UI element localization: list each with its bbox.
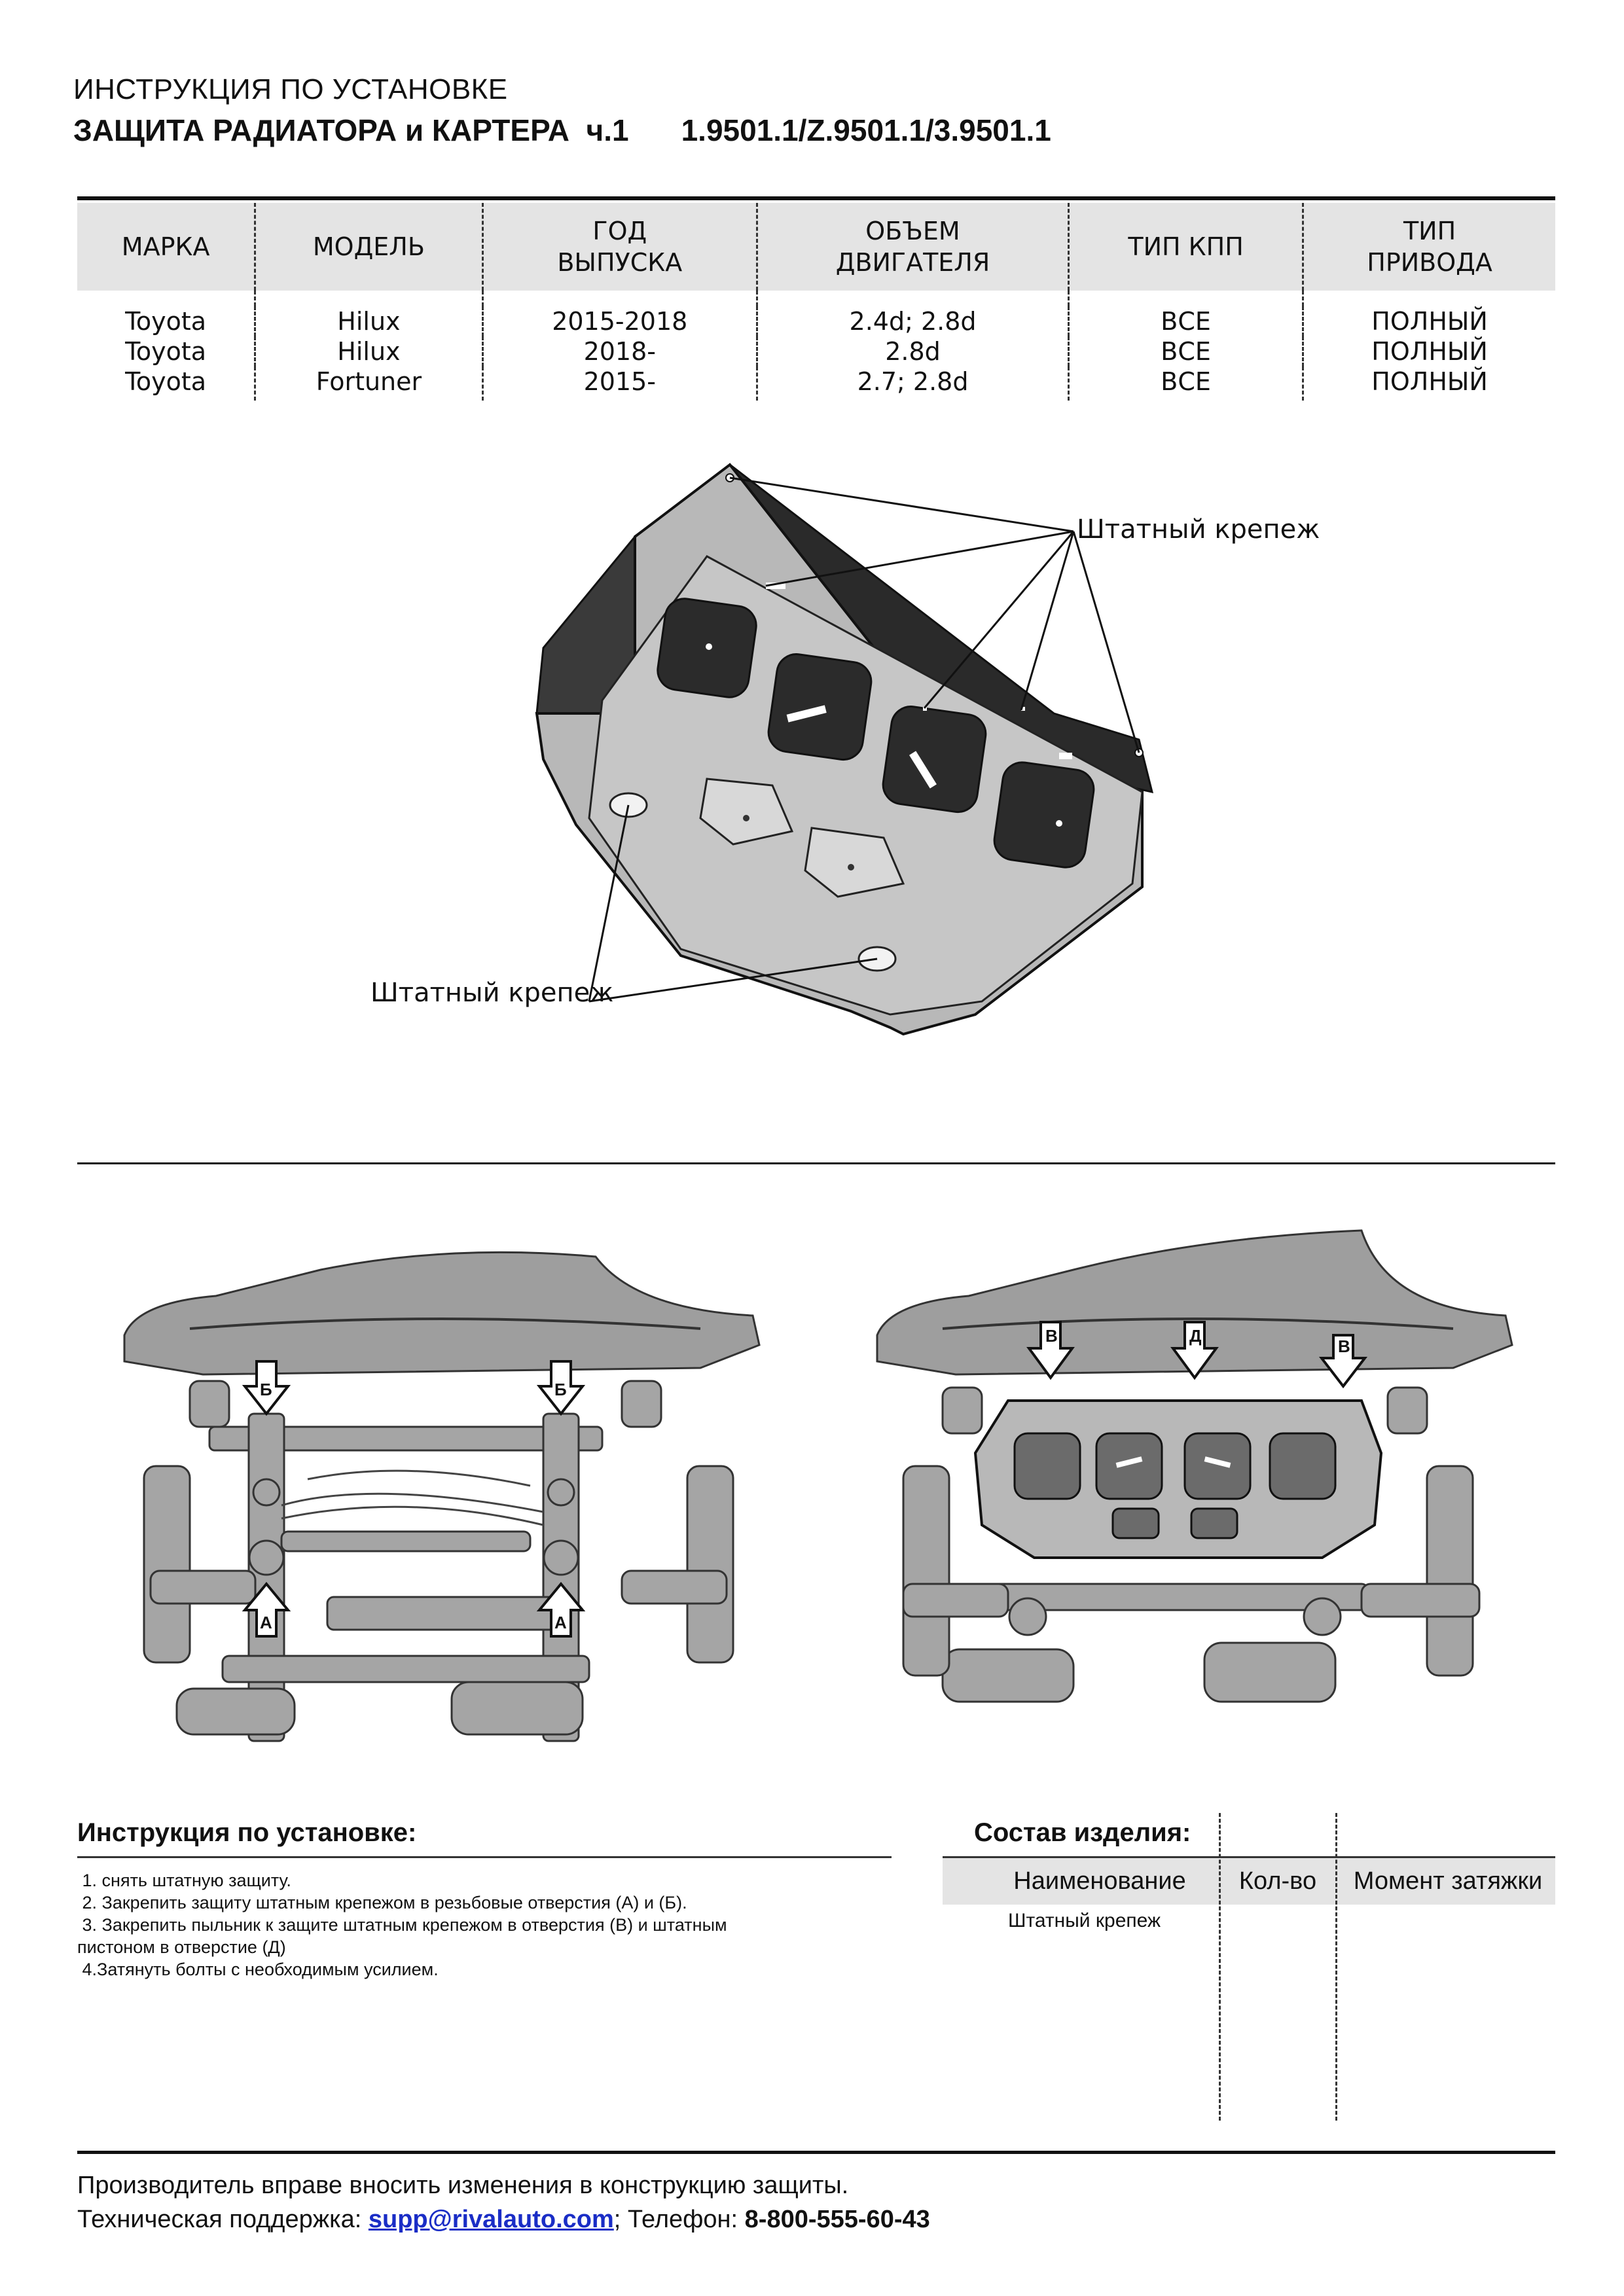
col-model: МОДЕЛЬ	[255, 203, 482, 291]
composition-divider	[1219, 1813, 1221, 2121]
marker-v-right: В	[1338, 1336, 1350, 1356]
table-row: Toyota Fortuner 2015- 2.7; 2.8d ВСЕ ПОЛНЫЙ	[77, 367, 1555, 401]
col-engine: ОБЪЕМ ДВИГАТЕЛЯ	[757, 203, 1068, 291]
instructions-heading: Инструкция по установке:	[77, 1818, 417, 1847]
support-email-link[interactable]: supp@rivalauto.com	[368, 2206, 614, 2233]
instruction-steps	[77, 1869, 889, 1981]
callout-top-fasteners: Штатный крепеж	[1077, 514, 1320, 545]
col-brand: МАРКА	[77, 203, 255, 291]
marker-v-left: В	[1045, 1326, 1058, 1346]
composition-divider	[1335, 1813, 1337, 2121]
footer-rule	[77, 2151, 1555, 2154]
list-item: 2. Закрепить защиту штатным крепежом в резьбовые отверстия (А) и (Б).	[77, 1893, 687, 1912]
list-item: 3. Закрепить пыльник к защите штатным крепежом в отверстия (В) и штатным пистоном в отверстие (Д)	[77, 1915, 727, 1957]
frame-view-right	[864, 1217, 1525, 1754]
support-phone: 8-800-555-60-43	[744, 2206, 930, 2233]
marker-a-right: А	[554, 1613, 567, 1632]
document-title: ИНСТРУКЦИЯ ПО УСТАНОВКЕ	[73, 73, 508, 105]
frame-view-left	[111, 1230, 772, 1754]
document-subtitle	[73, 113, 1051, 148]
callout-bottom-fasteners: Штатный крепеж	[370, 978, 614, 1008]
col-item-name: Наименование	[1013, 1867, 1186, 1895]
header-rule	[77, 196, 1555, 200]
vehicle-spec-table	[77, 203, 1555, 401]
col-quantity: Кол-во	[1238, 1867, 1317, 1895]
instructions-rule	[77, 1856, 892, 1858]
marker-b-left: Б	[260, 1380, 272, 1399]
product-name: ЗАЩИТА РАДИАТОРА и КАРТЕРА ч.1	[73, 113, 629, 147]
footer-disclaimer: Производитель вправе вносить изменения в конструкцию защиты.	[77, 2172, 849, 2199]
col-drive: ТИП ПРИВОДА	[1303, 203, 1555, 291]
product-codes: 1.9501.1/Z.9501.1/3.9501.1	[681, 113, 1051, 147]
list-item: 4.Затянуть болты с необходимым усилием.	[77, 1960, 439, 1979]
marker-b-right: Б	[554, 1380, 567, 1399]
section-divider	[77, 1162, 1555, 1164]
composition-item: Штатный крепеж	[1008, 1910, 1161, 1931]
marker-d: Д	[1189, 1326, 1202, 1346]
col-year: ГОД ВЫПУСКА	[482, 203, 757, 291]
composition-heading: Состав изделия:	[974, 1818, 1191, 1847]
spec-table-header	[77, 203, 1555, 291]
list-item: 1. снять штатную защиту.	[77, 1871, 291, 1890]
col-gearbox: ТИП КПП	[1069, 203, 1303, 291]
footer-support: Техническая поддержка: supp@rivalauto.com; Телефон: 8-800-555-60-43	[77, 2206, 930, 2233]
col-torque: Момент затяжки	[1353, 1867, 1543, 1895]
table-row: Toyota Hilux 2015-2018 2.4d; 2.8d ВСЕ ПОЛНЫЙ	[77, 306, 1555, 336]
table-row: Toyota Hilux 2018- 2.8d ВСЕ ПОЛНЫЙ	[77, 336, 1555, 367]
marker-a-left: А	[260, 1613, 272, 1632]
